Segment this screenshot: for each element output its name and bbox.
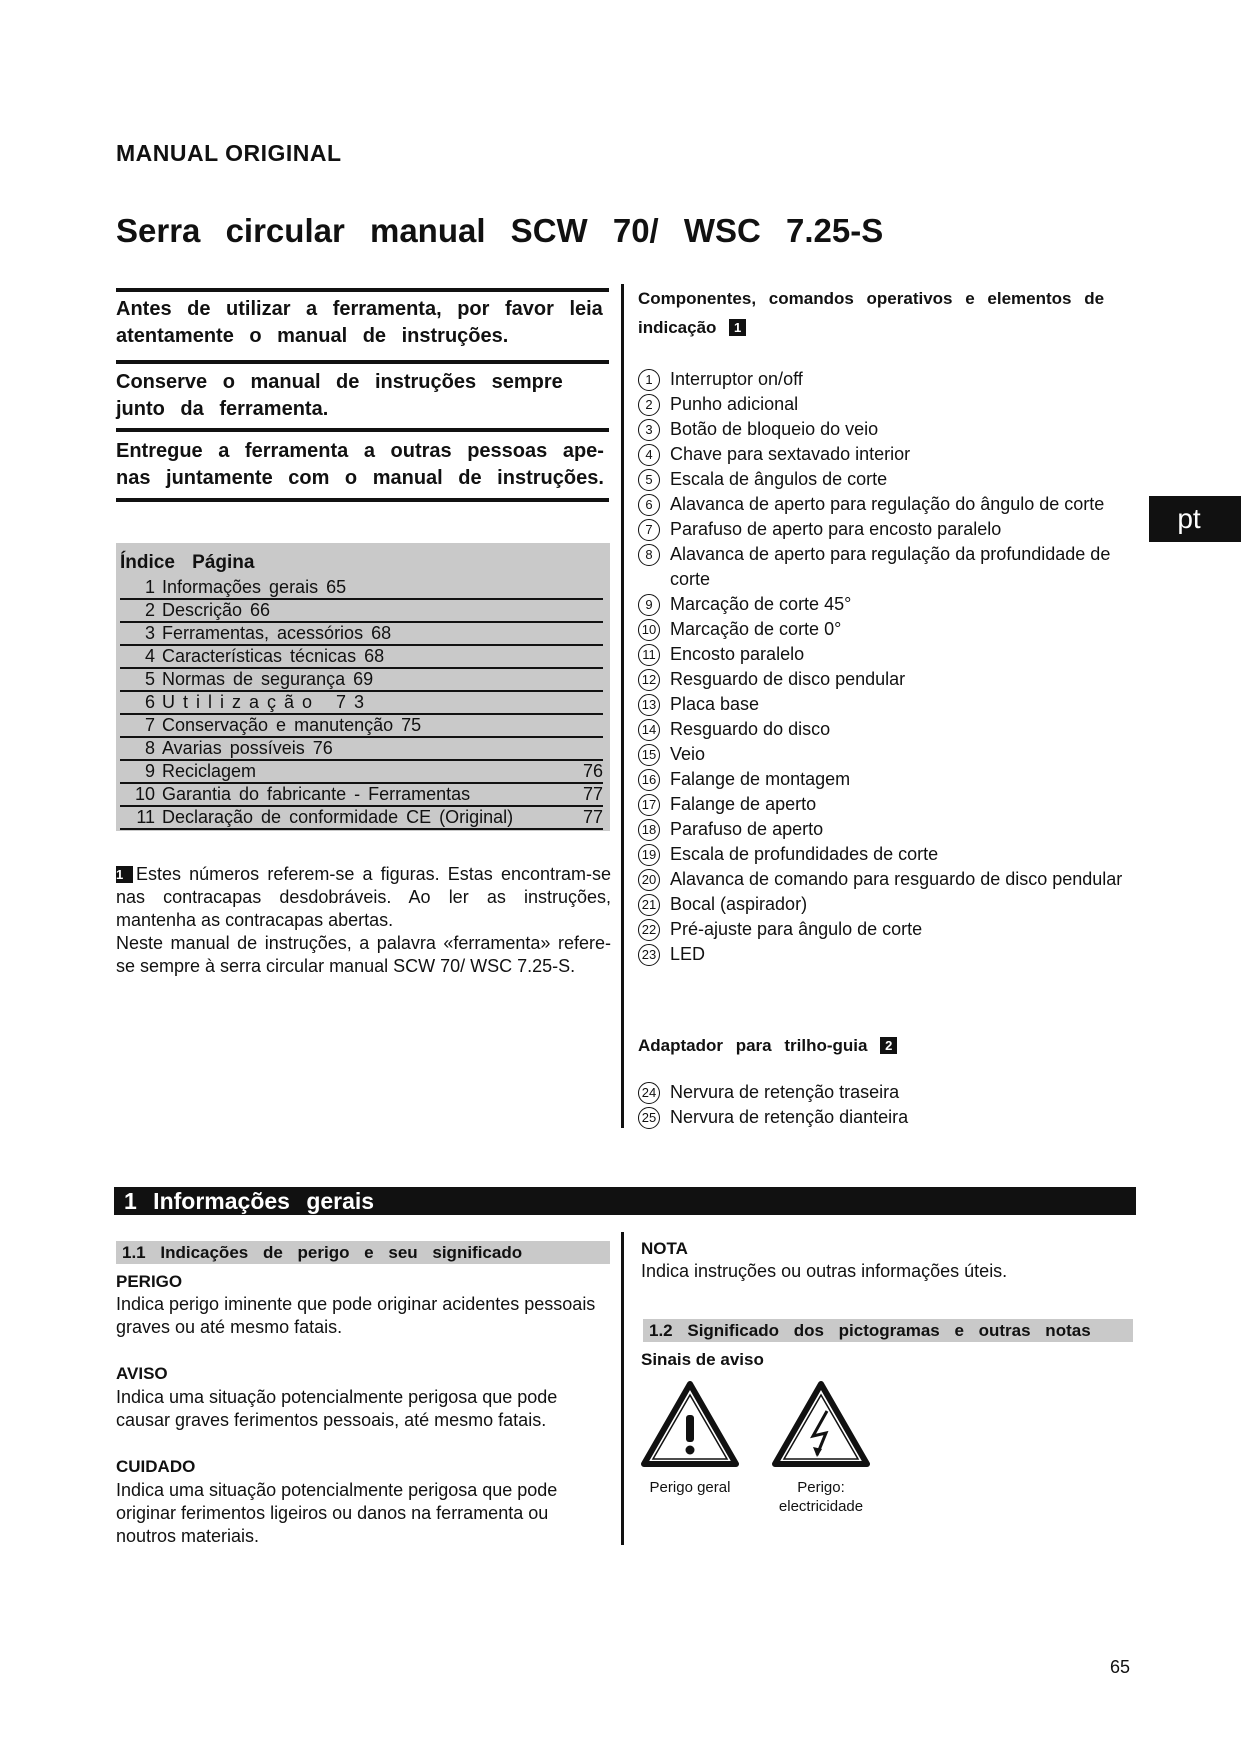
list-item: 1 Interruptor on/off <box>638 367 1138 392</box>
cuidado-label: CUIDADO <box>116 1457 196 1476</box>
list-item: 7 Parafuso de aperto para encosto paralelo <box>638 517 1138 542</box>
toc-row[interactable]: 4 Características técnicas 68 <box>120 645 603 669</box>
list-item: 5 Escala de ângulos de corte <box>638 467 1138 492</box>
components-list <box>638 367 1138 967</box>
list-item: 25 Nervura de retenção dianteira <box>638 1105 1138 1130</box>
figure-marker: 1 <box>729 319 746 336</box>
toc-row[interactable]: 1 Informações gerais 65 <box>120 576 603 600</box>
list-item: 2 Punho adicional <box>638 392 1138 417</box>
warning-handover: Entregue a ferramenta a outras pessoas ape- nas juntamente com o manual de instruções. <box>116 440 604 489</box>
toc-row[interactable]: 3 Ferramentas, acessórios 68 <box>120 622 603 646</box>
section-heading: 1 Informações gerais <box>114 1187 1136 1215</box>
list-item: 8 Alavanca de aperto para regulação da profundidade de corte <box>638 542 1138 592</box>
list-item: 24 Nervura de retenção traseira <box>638 1080 1138 1105</box>
toc-row[interactable]: 8 Avarias possíveis 76 <box>120 737 603 761</box>
language-tab[interactable]: pt <box>1149 496 1241 542</box>
list-item: 3 Botão de bloqueio do veio <box>638 417 1138 442</box>
figure-marker: 1 <box>116 866 133 883</box>
figure-note: 1 Estes números referem-se a figuras. Estas encontram-se nas contracapas desdobráveis. Ao ler as instruções, mantenha as contracapas abertas. Neste manual de instruções, a palavra «ferramenta» refere-se sempre à serra circular manual SCW 70/ WSC 7.25-S. <box>116 864 611 976</box>
toc-row[interactable]: 6 U t i l i z a ç ã o 7 3 <box>120 691 603 715</box>
toc-row[interactable]: 11 Declaração de conformidade CE (Original) 77 <box>120 806 603 830</box>
perigo-label: PERIGO <box>116 1272 183 1291</box>
toc-row[interactable]: 10 Garantia do fabricante - Ferramentas 77 <box>120 783 603 807</box>
list-item: 13 Placa base <box>638 692 1138 717</box>
divider <box>116 498 609 502</box>
list-item: 19 Escala de profundidades de corte <box>638 842 1138 867</box>
list-item: 20 Alavanca de comando para resguardo de disco pendular <box>638 867 1138 892</box>
cuidado-text: Indica uma situação potencialmente perigosa que pode originar ferimentos ligeiros ou danos na ferramenta ou noutros materiais. <box>116 1480 558 1546</box>
manual-label: MANUAL ORIGINAL <box>116 140 342 166</box>
divider <box>116 360 609 364</box>
adapter-list <box>638 1080 1138 1130</box>
divider <box>116 428 609 432</box>
sign-caption: Perigo geral <box>649 1479 731 1496</box>
figure-marker: 2 <box>880 1037 897 1054</box>
toc-row[interactable]: 5 Normas de segurança 69 <box>120 668 603 692</box>
list-item: 14 Resguardo do disco <box>638 717 1138 742</box>
subsection-heading: 1.2 Significado dos pictogramas e outras notas <box>643 1319 1133 1342</box>
toc-row[interactable]: 2 Descrição 66 <box>120 599 603 623</box>
list-item: 22 Pré-ajuste para ângulo de corte <box>638 917 1138 942</box>
list-item: 11 Encosto paralelo <box>638 642 1138 667</box>
divider <box>116 288 609 292</box>
aviso-label: AVISO <box>116 1364 168 1383</box>
toc-heading: Índice Página <box>120 552 255 573</box>
aviso-text: Indica uma situação potencialmente perigosa que pode causar graves ferimentos pessoais, até mesmo fatais. <box>116 1387 558 1430</box>
warning-keep-manual: Conserve o manual de instruções sempre junto da ferramenta. <box>116 371 563 420</box>
list-item: 17 Falange de aperto <box>638 792 1138 817</box>
warning-read-manual: Antes de utilizar a ferramenta, por favor leia atentamente o manual de instruções. <box>116 298 603 347</box>
table-of-contents <box>116 543 610 831</box>
list-item: 12 Resguardo de disco pendular <box>638 667 1138 692</box>
column-divider <box>621 284 624 1128</box>
list-item: 15 Veio <box>638 742 1138 767</box>
subsection-heading: 1.1 Indicações de perigo e seu significado <box>116 1241 610 1264</box>
list-item: 10 Marcação de corte 0° <box>638 617 1138 642</box>
signs-label: Sinais de aviso <box>641 1350 764 1369</box>
list-item: 18 Parafuso de aperto <box>638 817 1138 842</box>
toc-row[interactable]: 7 Conservação e manutenção 75 <box>120 714 603 738</box>
general-danger-icon <box>641 1381 739 1472</box>
toc-row[interactable]: 9 Reciclagem 76 <box>120 760 603 784</box>
list-item: 6 Alavanca de aperto para regulação do ângulo de corte <box>638 492 1138 517</box>
page-title: Serra circular manual SCW 70/ WSC 7.25-S <box>116 212 884 249</box>
list-item: 16 Falange de montagem <box>638 767 1138 792</box>
list-item: 9 Marcação de corte 45° <box>638 592 1138 617</box>
page-number: 65 <box>1110 1657 1131 1677</box>
electricity-danger-icon <box>772 1381 870 1472</box>
nota-text: Indica instruções ou outras informações úteis. <box>641 1261 1008 1281</box>
adapter-heading: Adaptador para trilho-guia 2 <box>638 1029 900 1062</box>
list-item: 23 LED <box>638 942 1138 967</box>
sign-caption: Perigo: electricidade <box>778 1479 864 1515</box>
perigo-text: Indica perigo iminente que pode originar acidentes pessoais graves ou até mesmo fatais. <box>116 1294 596 1337</box>
list-item: 21 Bocal (aspirador) <box>638 892 1138 917</box>
list-item: 4 Chave para sextavado interior <box>638 442 1138 467</box>
nota-label: NOTA <box>641 1239 688 1258</box>
column-divider <box>621 1232 624 1545</box>
components-heading: Componentes, comandos operativos e elementos de indicação 1 <box>638 289 1105 337</box>
